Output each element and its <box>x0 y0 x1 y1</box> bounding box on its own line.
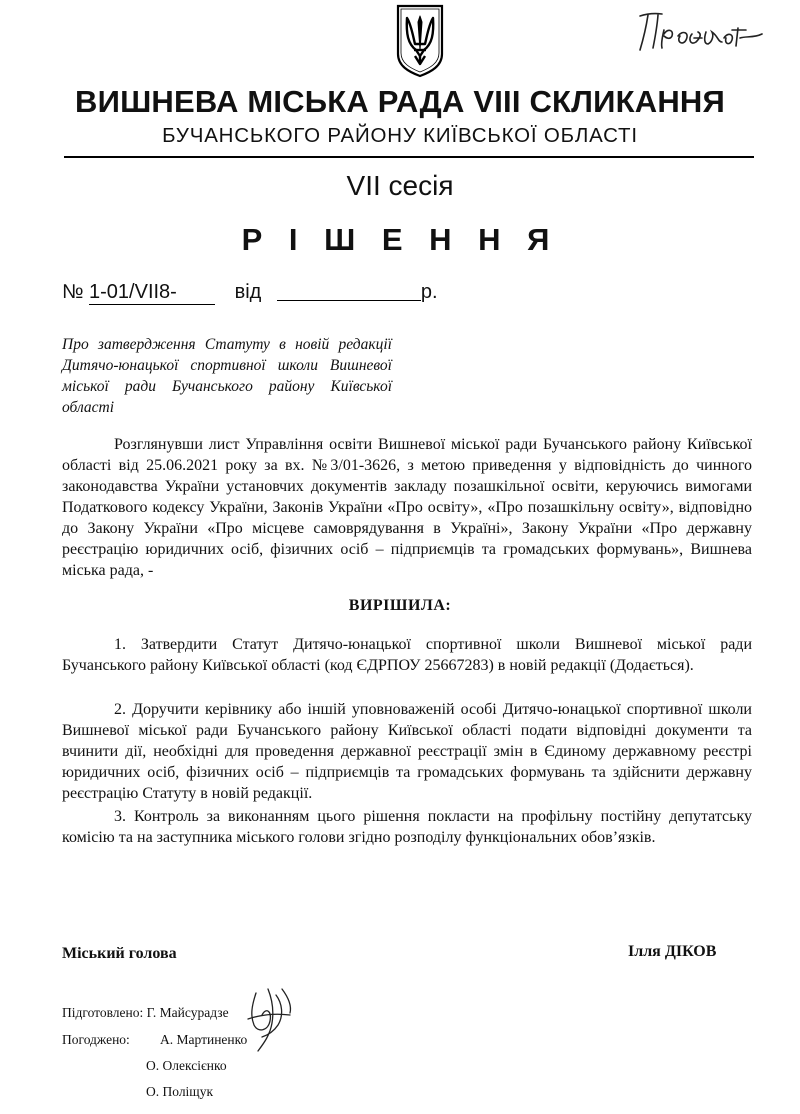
decision-number-line <box>62 281 438 305</box>
session-title: VII сесія <box>346 170 454 201</box>
preamble-paragraph: Розглянувши лист Управління освіти Вишневої міської ради Бучанського району Київської області від 25.06.2021 року за вх. №3/01-3626, з метою приведення у відповідність до чинного законодавства України установчих документів закладу позашкільної освіти, керуючись вимогами Податкового кодексу України, Законів України «Про освіту», «Про позашкільну освіту», відповідно до Закону України «Про місцеве самоврядування в Україні», Закону України «Про державну реєстрацію юридичних осіб, фізичних осіб – підприємців та громадських формувань», Вишнева міська рада, - <box>62 436 752 579</box>
decision-date-suffix: р. <box>420 281 438 303</box>
header-divider <box>64 156 754 158</box>
council-name: ВИШНЕВА МІСЬКА РАДА VIII СКЛИКАННЯ <box>75 84 725 119</box>
agreed-label: Погоджено: <box>62 1032 130 1047</box>
resolved-heading: ВИРІШИЛА: <box>348 597 452 614</box>
decision-number-prefix: № <box>62 281 90 303</box>
trident-emblem-icon <box>395 4 445 78</box>
decision-date-blank <box>277 282 421 301</box>
handwritten-signature <box>238 985 298 1057</box>
resolution-item: 1. Затвердити Статут Дитячо-юнацької спортивної школи Вишневої міської ради Бучанського району Київської області (код ЄДРПОУ 25667283) в новій редакції (Додається). <box>62 636 752 674</box>
agreed-person: О. Поліщук <box>146 1084 214 1099</box>
agreed-person: О. Олексієнко <box>146 1058 227 1073</box>
agreed-person: А. Мартиненко <box>160 1032 248 1047</box>
mayor-title: Міський голова <box>62 945 177 962</box>
decision-date-label: від <box>234 281 262 303</box>
resolution-item: 2. Доручити керівнику або іншій уповноваженій особі Дитячо-юнацької спортивної школи Вишневої міської ради Бучанського району Київської області подати відповідні документи та вчинити дії, необхідні для проведення державної реєстрації змін в Єдиному державному реєстрі юридичних осіб, фізичних осіб – підприємців та громадських формувань та здійснити державну реєстрацію Статуту в новій редакції. <box>62 701 752 802</box>
handwritten-project-note <box>628 8 778 56</box>
mayor-name: Ілля ДІКОВ <box>628 943 717 960</box>
prepared-by: Підготовлено: Г. Майсурадзе <box>62 1005 229 1020</box>
district-name: БУЧАНСЬКОГО РАЙОНУ КИЇВСЬКОЇ ОБЛАСТІ <box>162 124 638 147</box>
resolution-item: 3. Контроль за виконанням цього рішення покласти на профільну постійну депутатську комісію та на заступника міського голови згідно розподілу функціональних обов’язків. <box>62 808 752 846</box>
decision-subject: Про затвердження Статуту в новій редакції Дитячо-юнацької спортивної школи Вишневої міської ради Бучанського району Київської області <box>62 336 392 416</box>
decision-number: 1-01/VII8- <box>89 281 215 305</box>
document-type-title: Р І Ш Е Н Н Я <box>241 222 559 257</box>
